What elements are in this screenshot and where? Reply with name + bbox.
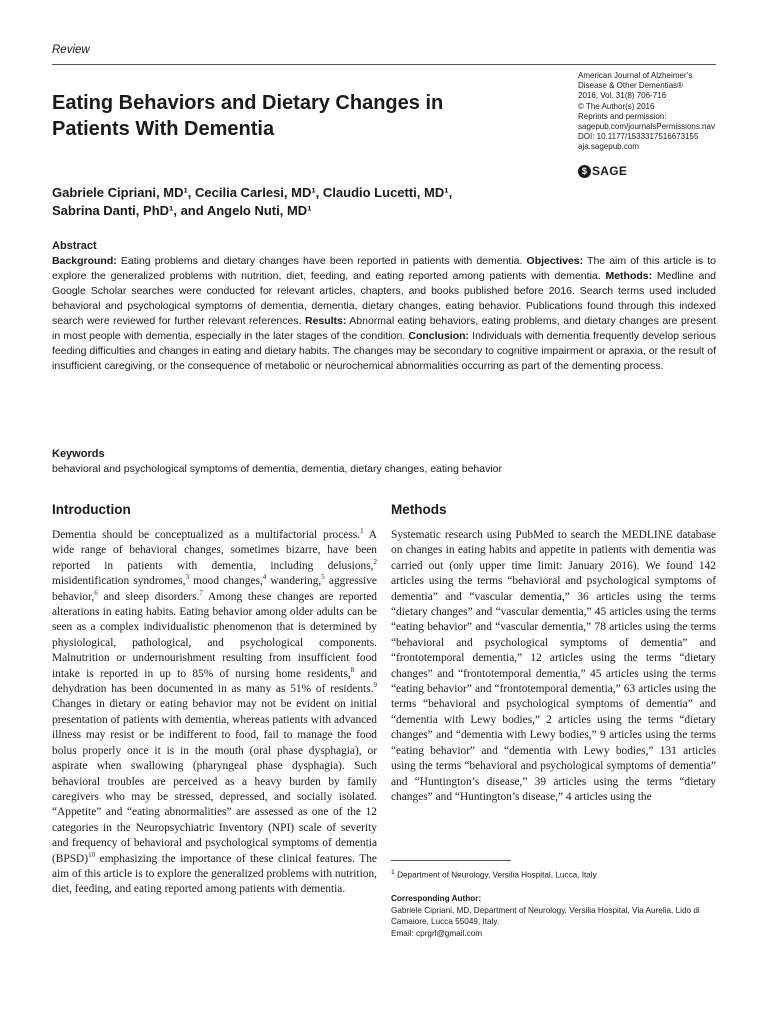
journal-info-line: aja.sagepub.com [578, 142, 639, 152]
citation: 7 [199, 588, 203, 597]
body-text: misidentification syndromes, [52, 575, 186, 588]
corresponding-author-label: Corresponding Author: [391, 894, 482, 903]
header-rule [52, 64, 716, 65]
sage-logo-text: SAGE [592, 164, 628, 178]
journal-info-line: sagepub.com/journalsPermissions.nav [578, 122, 715, 132]
body-text: and sleep disorders. [97, 590, 200, 603]
author-line: Gabriele Cipriani, MD¹, Cecilia Carlesi, MD¹, Claudio Lucetti, MD¹, [52, 185, 453, 200]
abstract-label: Methods: [605, 270, 653, 282]
corresponding-author-email[interactable]: Email: cprgrl@gmail.com [391, 928, 483, 938]
body-text: and dehydration has been documented in as many as 51% of residents. [52, 667, 378, 696]
abstract-label: Background: [52, 255, 117, 267]
citation: 6 [94, 588, 98, 597]
abstract [52, 239, 716, 374]
abstract-label: Objectives: [526, 255, 584, 267]
journal-info-line: Reprints and permission: [578, 111, 667, 121]
corresponding-author-address: Gabriele Cipriani, MD, Department of Neurology, Versilia Hospital, Via Aurelia, Lido di Camaiore, Lucca 55049, Italy. [391, 905, 700, 926]
abstract-text: Medline and Google Scholar searches were conducted for relevant articles, chapters, and books published before 2016. Search terms used included behavioral and psychological symptoms of dementia, dementia, dietary changes, eating behavior. Publications found through this indexed search were reviewed for further relevant references. [52, 270, 716, 327]
journal-info-line: DOI: 10.1177/1533317516673155 [578, 132, 699, 142]
affiliation-text: Department of Neurology, Versilia Hospital, Lucca, Italy [394, 870, 597, 880]
section-label: Review [52, 44, 90, 56]
introduction-body [52, 528, 377, 898]
journal-info [578, 71, 728, 153]
methods-section [391, 502, 716, 805]
author-line: Sabrina Danti, PhD¹, and Angelo Nuti, MD¹ [52, 203, 312, 218]
abstract-heading: Abstract [52, 240, 97, 252]
footnote-rule [391, 860, 511, 861]
article-title: Eating Behaviors and Dietary Changes in Patients With Dementia [52, 92, 444, 140]
journal-info-line: American Journal of Alzheimer’s [578, 71, 693, 80]
journal-info-line: Disease & Other Dementias® [578, 81, 684, 91]
body-text: Changes in dietary or eating behavior may not be evident on initial presentation of patients with dementia, whereas patients with advanced illness may resist or be indifferent to food, fail to manage the food bolus properly once it is in the mouth (oral phase dysphagia), or aspirate when swallowing (pharyngeal phase dysphagia). Such behavioral troubles are perceived as a heavy burden by family caregivers who may be stressed, depressed, and socially isolated. “Appetite” and “eating abnormalities” are assessed as one of the 12 categories in the Neuropsychiatric Inventory (NPI) scale of severity and frequency of behavioral and psychological symptoms of dementia (BPSD) [52, 698, 377, 865]
affiliation-footnote [391, 867, 721, 881]
keywords-text: behavioral and psychological symptoms of dementia, dementia, dietary changes, eating behavior [52, 463, 503, 475]
body-text: A wide range of behavioral changes, sometimes bizarre, have been reported in patients with dementia, including delusions, [52, 529, 377, 572]
body-text: Among these changes are reported alterations in eating habits. Eating behavior among older adults can be seen as a complex individualistic phenomenon that is determined by physiological, pathological, and psychological components. Malnutrition or undernourishment resulting from insufficient food intake is reported in up to 85% of nursing home residents, [52, 590, 377, 680]
methods-body: Systematic research using PubMed to search the MEDLINE database on changes in eating habits and appetite in patients with dementia was carried out (only upper time limit: January 2016). We found 142 articles using the terms “behavioral and psychological symptoms of dementia” and “vascular dementia,” 36 articles using the terms “dietary changes” and “vascular dementia,” 45 articles using the terms “eating behavior” and “vascular dementia,” 78 articles using the terms “behavioral and psychological symptoms of dementia” and “frontotemporal dementia,” 12 articles using the terms “dietary changes” and “frontotemporal dementia,” 45 articles using the terms “eating behavior” and “frontotemporal dementia,” 63 articles using the terms “behavioral and psychological symptoms of dementia” and “dementia with Lewy bodies,” 2 articles using the terms “dietary changes” and “dementia with Lewy bodies,” 9 articles using the terms “eating behavior” and “dementia with Lewy bodies,” 131 articles using the terms “behavioral and psychological symptoms of dementia” and “Huntington’s disease,” 39 articles using the terms “dietary changes” and “Huntington’s disease,” 4 articles using the [391, 529, 716, 803]
keywords-heading: Keywords [52, 448, 105, 460]
body-text: wandering, [266, 575, 322, 588]
abstract-label: Conclusion: [408, 330, 470, 342]
journal-info-line: 2016, Vol. 31(8) 706-716 [578, 91, 667, 101]
citation: 5 [321, 573, 325, 582]
citation: 2 [373, 558, 377, 567]
introduction-heading: Introduction [52, 502, 131, 517]
abstract-body [52, 254, 716, 374]
citation: 8 [350, 665, 355, 674]
citation: 3 [185, 573, 190, 582]
abstract-text: Individuals with dementia frequently develop serious feeding difficulties and changes in eating and dietary habits. The changes may be secondary to cognitive impairment or apraxia, or the result of insufficient caregiving, or the consequence of metabolic or neurochemical abnormalities occurring as part of the dementing process. [52, 330, 716, 372]
journal-info-line: © The Author(s) 2016 [578, 101, 655, 111]
author-list [52, 184, 592, 220]
body-text: emphasizing the importance of these clinical features. The aim of this article is to explore the generalized problems with nutrition, diet, feeding, and eating reported among patients with dementia. [52, 852, 377, 896]
abstract-text: Eating problems and dietary changes have been reported in patients with dementia. [116, 255, 527, 267]
body-text: Dementia should be conceptualized as a multifactorial process. [52, 529, 361, 541]
abstract-text: The aim of this article is to explore the generalized problems with nutrition, diet, feeding, and eating reported among patients with dementia. [52, 255, 716, 282]
citation: 9 [373, 681, 377, 690]
affiliation-mark: 1 [391, 869, 395, 876]
abstract-text: Abnormal eating behaviors, eating problems, and dietary changes are present in most people with dementia, especially in the later stages of the condition. [52, 315, 716, 342]
sage-logo-icon: $ [578, 165, 591, 178]
methods-heading: Methods [391, 502, 447, 517]
body-text: aggressive behavior, [52, 575, 377, 603]
citation: 1 [360, 527, 364, 536]
introduction-section [52, 502, 377, 898]
body-text: mood changes, [189, 575, 263, 588]
corresponding-author [391, 893, 721, 939]
citation: 4 [262, 573, 267, 582]
keywords [52, 447, 716, 477]
sage-logo [578, 164, 627, 178]
citation: 10 [88, 850, 96, 859]
abstract-label: Results: [304, 315, 347, 327]
